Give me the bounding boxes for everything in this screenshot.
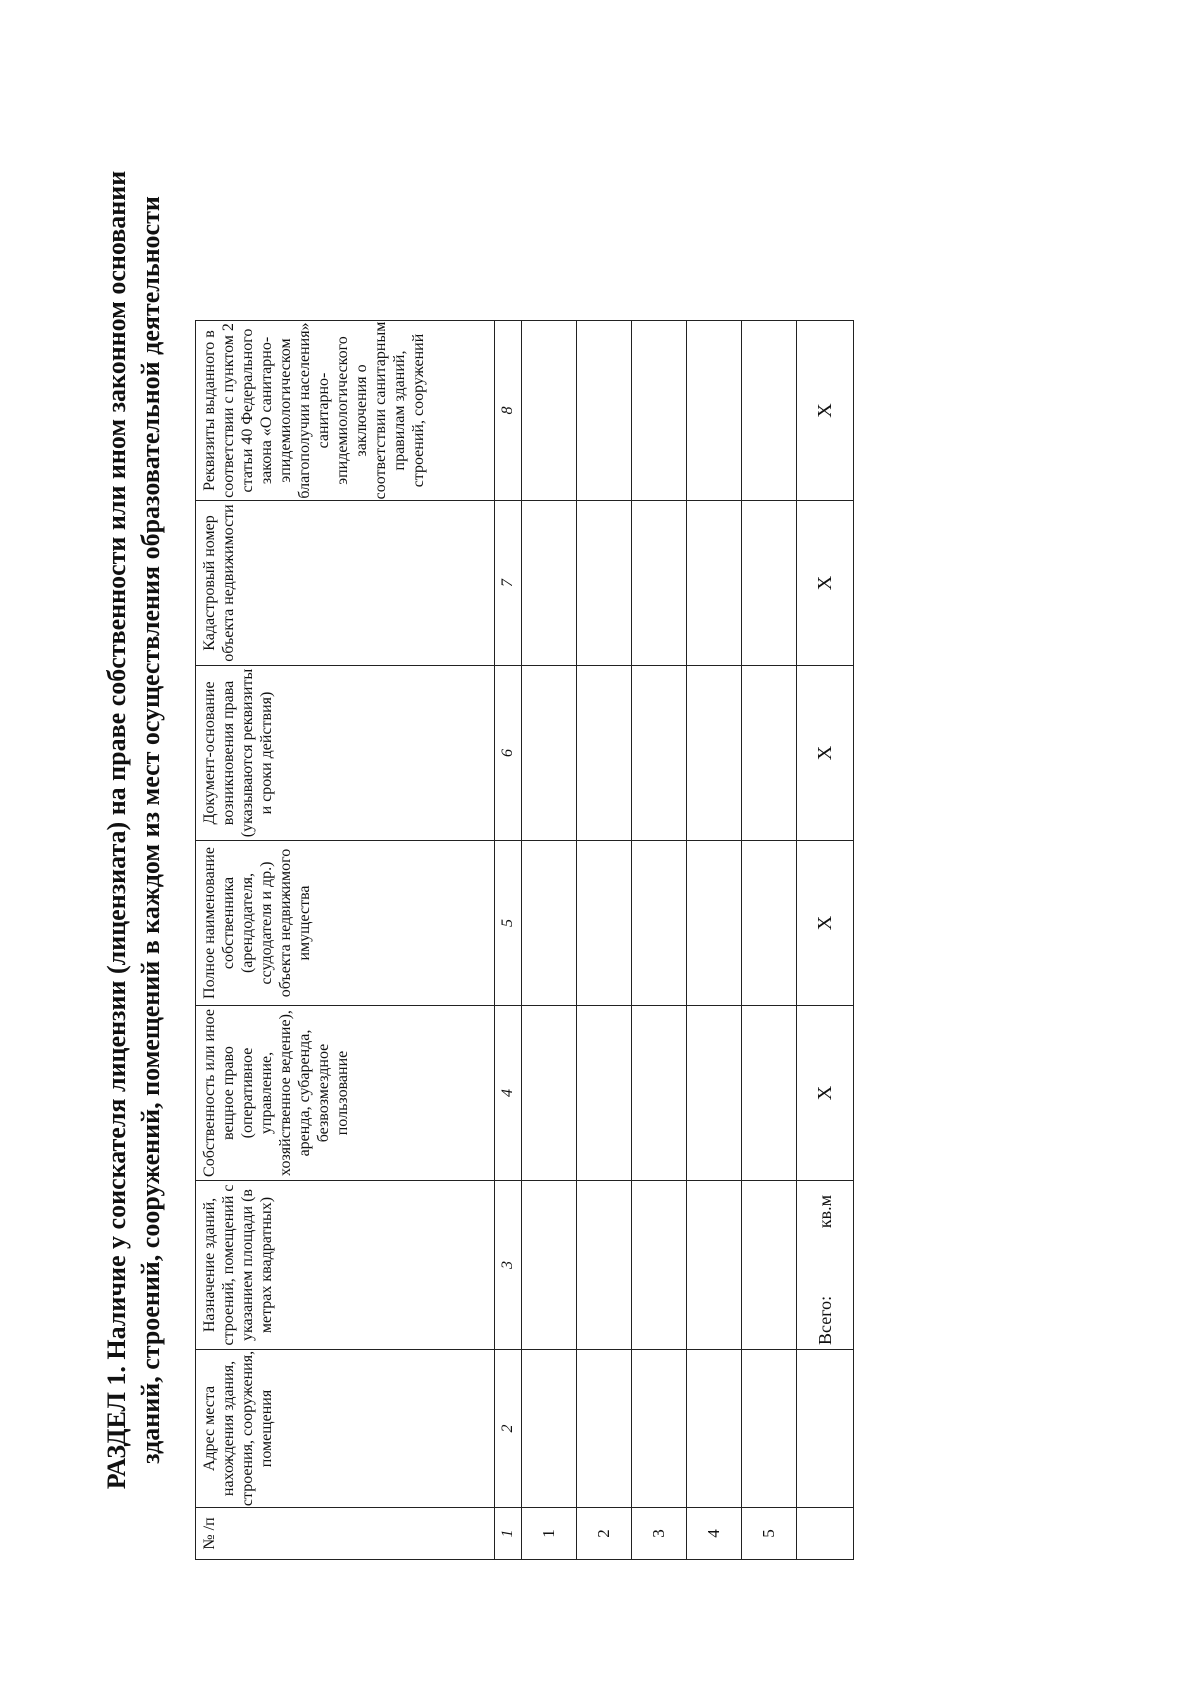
table-cell [632,501,687,666]
table-cell [577,1181,632,1350]
row-number: 4 [687,1508,742,1560]
section-title-line-1 [100,100,134,1560]
section-title-line-2: зданий, строений, сооружений, помещений в каждом из мест осуществления образовательной деятельности [136,196,165,1464]
table-cell [577,841,632,1006]
column-number: 8 [495,321,522,501]
header-cell-right-type: Собственность или иное вещное право (оперативное управление, хозяйственное ведение), аренда, субаренда, безвозмездное пользование [196,1006,495,1181]
total-area-cell [797,1181,854,1350]
table-cell [522,1006,577,1181]
header-cell-document: Документ-основание возникновения права (указываются реквизиты и сроки действия) [196,666,495,841]
table-cell [742,501,797,666]
table-row [522,321,577,1560]
header-cell-purpose: Назначение зданий, строений, помещений с указанием площади (в метрах квадратных) [196,1181,495,1350]
table-cell [522,666,577,841]
table-cell [797,1508,854,1560]
table-row [632,321,687,1560]
table-cell [687,1181,742,1350]
header-cell-owner: Полное наименование собственника (арендодателя, ссудодателя и др.) объекта недвижимого имущества [196,841,495,1006]
section-title [100,100,192,1560]
table-cell [687,1350,742,1508]
column-number: 1 [495,1508,522,1560]
row-number: 5 [742,1508,797,1560]
section-label: РАЗДЕЛ 1 [102,1372,131,1490]
table-cell [632,321,687,501]
table-cell [522,1181,577,1350]
table-cell [522,501,577,666]
total-unit: кв.м [815,1195,835,1229]
header-row [196,321,495,1560]
table-cell [742,1350,797,1508]
row-number: 2 [577,1508,632,1560]
not-applicable-mark: X [797,1006,854,1181]
table-cell [742,321,797,501]
premises-table [195,320,854,1560]
table-cell [632,1181,687,1350]
table-cell [687,1006,742,1181]
table-cell [577,666,632,841]
table-cell [687,841,742,1006]
not-applicable-mark: X [797,841,854,1006]
table-cell [687,321,742,501]
column-number: 3 [495,1181,522,1350]
table-cell [632,1350,687,1508]
table-row [577,321,632,1560]
table-cell [687,501,742,666]
table-cell [577,501,632,666]
table-cell [742,666,797,841]
header-cell-address: Адрес места нахождения здания, строения, сооружения, помещения [196,1350,495,1508]
table-cell [632,666,687,841]
table-row [742,321,797,1560]
header-cell-number: № /п [196,1508,495,1560]
not-applicable-mark: X [797,501,854,666]
header-cell-sanitary: Реквизиты выданного в соответствии с пунктом 2 статьи 40 Федерального закона «О санитарно-эпидемиологическом благополучии населения» санитарно-эпидемиологического заключения о соответствии санитарным правилам зданий, строений, сооружений [196,321,495,501]
table-cell [522,1350,577,1508]
total-row [797,321,854,1560]
column-number: 6 [495,666,522,841]
table-cell [577,1350,632,1508]
column-number: 4 [495,1006,522,1181]
table-row [687,321,742,1560]
table-cell [632,841,687,1006]
table-cell [742,841,797,1006]
table-cell [577,1006,632,1181]
table-cell [742,1181,797,1350]
table-cell [797,1350,854,1508]
table-cell [632,1006,687,1181]
column-number-row [495,321,522,1560]
section-title-text-1: . Наличие у соискателя лицензии (лицензиата) на праве собственности или ином законном основании [102,170,131,1373]
not-applicable-mark: X [797,666,854,841]
not-applicable-mark: X [797,321,854,501]
header-cell-cadastral: Кадастровый номер объекта недвижимости [196,501,495,666]
row-number: 1 [522,1508,577,1560]
column-number: 2 [495,1350,522,1508]
table-cell [522,321,577,501]
table-cell [687,666,742,841]
table-cell [522,841,577,1006]
column-number: 7 [495,501,522,666]
column-number: 5 [495,841,522,1006]
total-label: Всего: [814,1295,835,1345]
row-number: 3 [632,1508,687,1560]
table-cell [577,321,632,501]
table-cell [742,1006,797,1181]
rotated-document-page [100,100,900,1560]
